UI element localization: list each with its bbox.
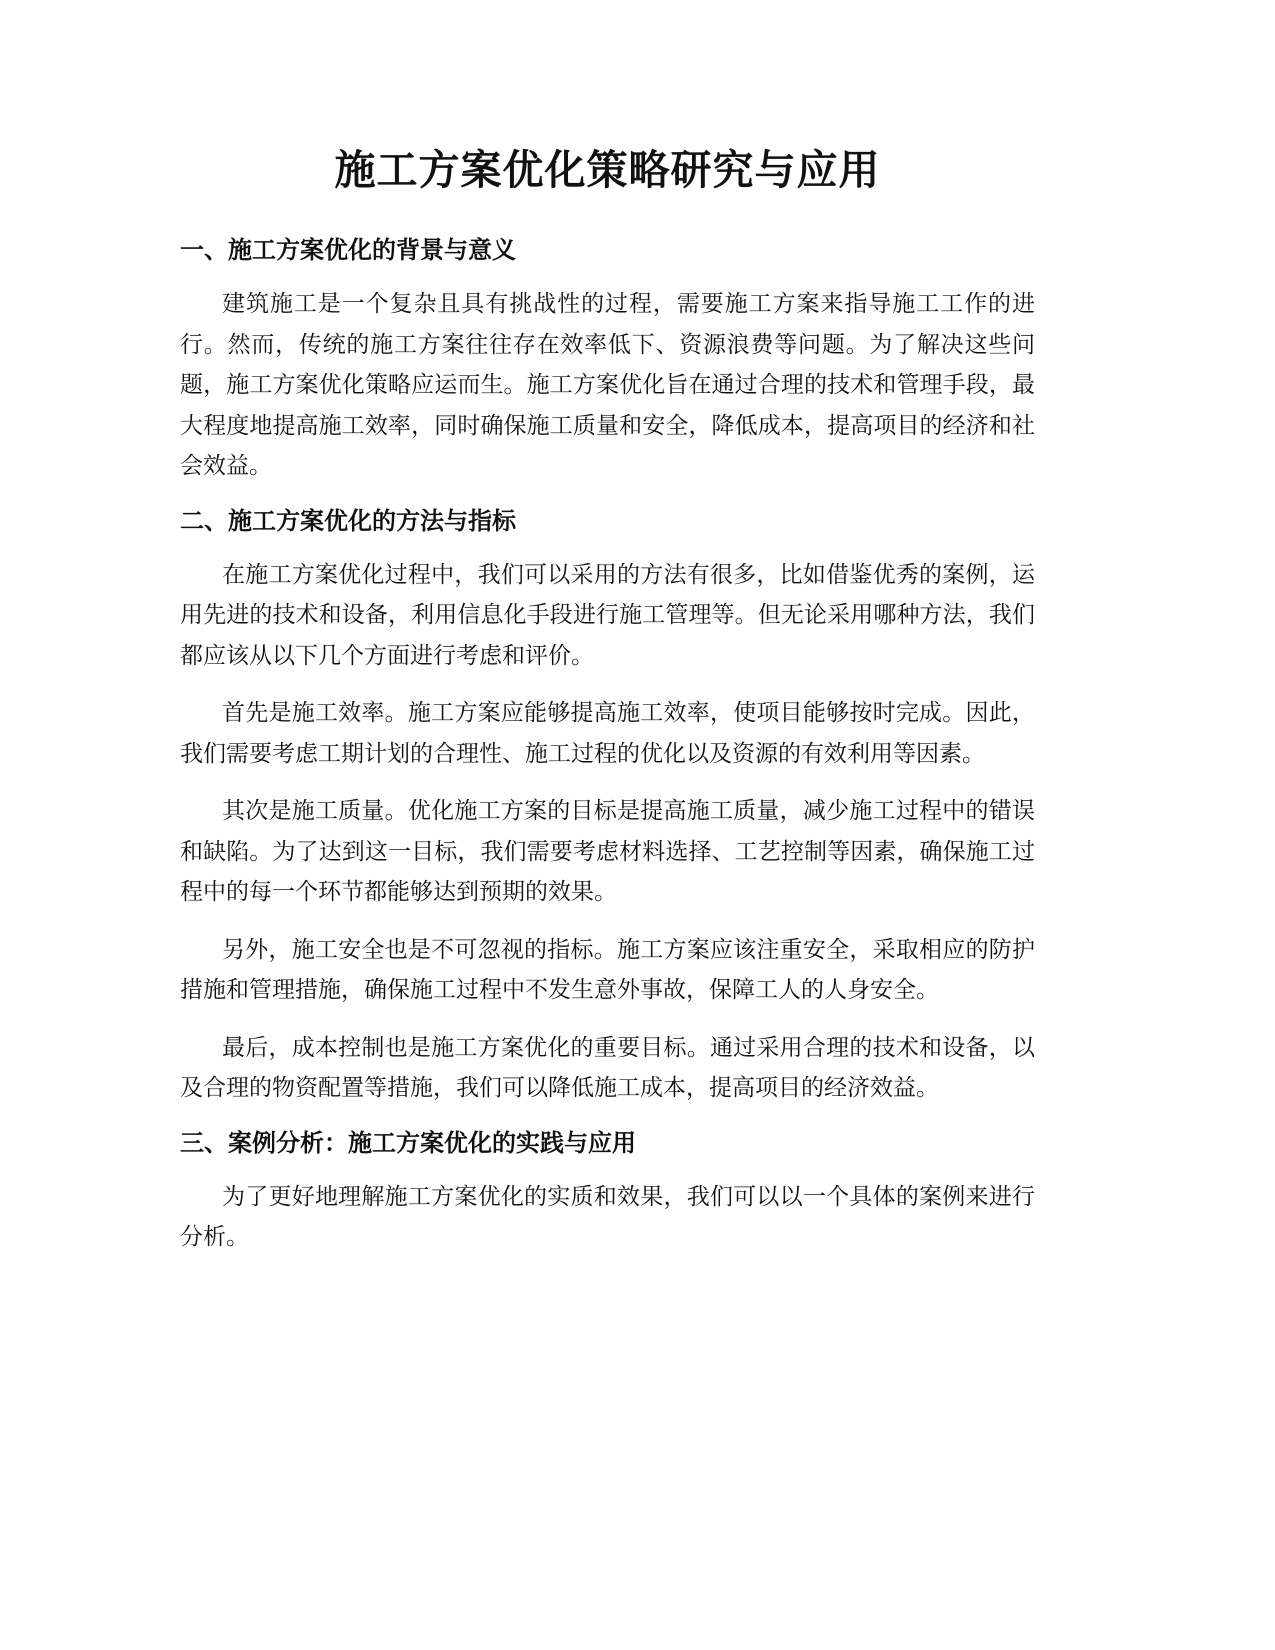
section-heading: 二、施工方案优化的方法与指标 [180,506,516,535]
section-methods [180,504,1035,1109]
paragraph: 在施工方案优化过程中，我们可以采用的方法有很多，比如借鉴优秀的案例，运用先进的技术和设备，利用信息化手段进行施工管理等。但无论采用哪种方法，我们都应该从以下几个方面进行考虑和评价。 [180,561,1035,669]
document-page [180,140,1035,1275]
section-heading: 一、施工方案优化的背景与意义 [180,236,516,264]
paragraph: 最后，成本控制也是施工方案优化的重要目标。通过采用合理的技术和设备，以及合理的物资配置等措施，我们可以降低施工成本，提高项目的经济效益。 [180,1034,1035,1101]
paragraph: 其次是施工质量。优化施工方案的目标是提高施工质量，减少施工过程中的错误和缺陷。为了达到这一目标，我们需要考虑材料选择、工艺控制等因素，确保施工过程中的每一个环节都能够达到预期的效果。 [180,798,1035,905]
section-heading: 三、案例分析：施工方案优化的实践与应用 [180,1128,636,1157]
paragraph: 另外，施工安全也是不可忽视的指标。施工方案应该注重安全，采取相应的防护措施和管理措施，确保施工过程中不发生意外事故，保障工人的人身安全。 [180,936,1035,1003]
document-title: 施工方案优化策略研究与应用 [334,146,881,194]
paragraph: 为了更好地理解施工方案优化的实质和效果，我们可以以一个具体的案例来进行分析。 [180,1183,1035,1250]
paragraph: 建筑施工是一个复杂且具有挑战性的过程，需要施工方案来指导施工工作的进行。然而，传统的施工方案往往存在效率低下、资源浪费等问题。为了解决这些问题，施工方案优化策略应运而生。施工方案优化旨在通过合理的技术和管理手段，最大程度地提高施工效率，同时确保施工质量和安全，降低成本，提高项目的经济和社会效益。 [180,291,1035,479]
paragraph: 首先是施工效率。施工方案应能够提高施工效率，使项目能够按时完成。因此，我们需要考虑工期计划的合理性、施工过程的优化以及资源的有效利用等因素。 [180,700,1035,767]
section-background [180,233,1035,487]
section-case-study [180,1126,1035,1258]
